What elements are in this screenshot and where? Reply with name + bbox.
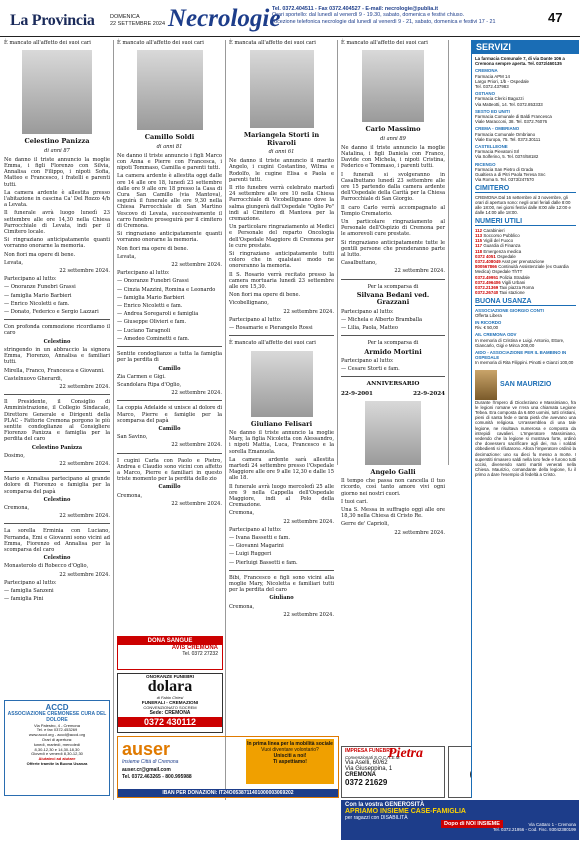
avis-ad: DONA SANGUE AVIS CREMONA Tel. 0372 27232: [117, 636, 223, 670]
issue-date: DOMENICA 22 SETTEMBRE 2024: [110, 14, 166, 27]
deceased-name: Giuliano Felisari: [250, 419, 313, 428]
deceased-name: Camillo Soldi: [144, 133, 195, 142]
contact-info: Tel. 0372.404511 - Fax 0372.404527 - E-mail: necrologie@publia.it Orari sportello: dal lunedì al venerdì 9 - 19.30, sabato, domenica e festivi chiuso. Ricezione telefonica necrologie dal lunedì al venerdì 9 - 21, sabato, domenica e festivi 17 - 21: [272, 6, 496, 25]
servizi-title: SERVIZI: [472, 40, 579, 54]
column-divider: [448, 40, 449, 465]
saint-image: [475, 370, 497, 400]
column-divider: [225, 40, 226, 800]
section-title: Necrologie: [168, 5, 281, 32]
accd-ad: ACCD ASSOCIAZIONE CREMONESE CURA DEL DOLORE Via Palestro, 4 - Cremona Tel. e fax 0372.453269 www.accd.org - accd@accd.org Orari di apertura: lunedì, martedì, mercoledì 8,30-12,30 e 14,30-18,30 Giovedì e venerdì 8,30-12,30 Aiutateci ad aiutare Offerte tramite la Buona Usanza: [4, 700, 110, 796]
deceased-name: Mariangela Storti in Rivaroli: [243, 131, 320, 147]
deceased-photo: [365, 401, 421, 465]
pietra-ad: IMPRESA FUNEBRE Pietra Convenzionati S.O.C.R.E.M. Via Aselli, 60/62 Via Giuseppina, 1 CREMONA 0372 21629: [341, 746, 445, 798]
newspaper-logo: La Provincia: [10, 12, 95, 29]
servizi-sidebar: SERVIZI La farmacia Comunale 7, di via Dante 106 a Cremona sempre aperta. Tel. 0372/460135 CREMONA Farmacia APM 14 Largo Priori, 1/b - Ospedale Tel. 0372.437983 OSTIANO Farmacia Clerici Bagozzi Via Matteotti, 14. Tel. 0372.853333 SESTO ED UNITI Farmacia Comunale di Baldi Francesca Viale Maracconi, 38. Tel. 0372.76076 CREMA - OMBRIANO Farmacia Comunale Ombriano Viale Europa, 75. Tel. 0373.30111 CASTELLEONE Farmacia Pievatoni Srl Via Solferino, 5. Tel. 0374/58182 RICENGO Farmacia San Pietro di Grada Gualtiera a di Pitri Paola Teresa Snc Via Roma 5. Tel. 0373/247570 CIMITERO CREMONA Dal 16 settembre al 3 novembre, gli orari di apertura sono: negli orari feriali dalle 8:00 alle 18:00, nei giorni festivi dalle 8:00 alle 12:00 e dalle 14:00 alle 18:00. NUMERI UTILI 112 Carabinieri 113 Soccorso Pubblico 115 Vigili del Fuoco 117 Guardia di Finanza 118 Emergenza medica 0372 4051 Ospedale 0372.408049 Asst per prenotazione 800567866 Continuità Assistenziale (ex Guardia Medica) Ospedale ThTT 0372.49951 Polizia Stradale 0372.496406 Vigili Urbani 0372.21369 Taxi piazza Roma 0372.26740 Taxi stazione BUONA USANZA ASSOCIAZIONE GIORGIO CONTI Offerta Libera IN RICORDO Riv. € 50,00 AIL CREMONA ODV In memoria di Cristina e Luigi. Antonio, Ettore, Giancarlo, Gigi e Mirca 200,00 AIDO - ASSOCIAZIONE PER IL BAMBINO IN OSPEDALE In memoria di Rita Filippini. Pinotti e Gianzi 100,00 SAN MAURIZIO Durante l'impero di Diocleziano e Massimiano, fra le legioni romane ve n'era una chiamata Legione Tebea. Era composta da 6.600 uomini, tutti cristiani, pieni di santa fede e tanta pietà che avevano una comunità religiosa. Un'assemblea di una tale legione, ne risultava numerosa e composta da intrepidi cavalieri. L'Imperatore Massimiano, vedendo che la legione si mostrava forte, ordinò che dovessero sacrificare agli dei, ma i soldati obbedienti si rifiutarono. Allora l'imperatore ordinò la decimazione: uno su dieci fu messo a morte. I superstiti rimasero saldi nella loro fede e furono tutti uccisi, divenendo santi martiri venerati nella Chiesa. Maurizio, comandante della legione, fu il primo a dare l'esempio di fedeltà a Cristo.: [471, 40, 579, 798]
deceased-photo: [250, 50, 314, 128]
obituary-column-3: È mancata all'affetto dei suoi cari Mariangela Storti in Rivaroli di anni 61 Ne danno il triste annuncio il marito Angelo, i cugini Costantino, Wilma e Rodolfo, le cugine Elisa e Paola e parenti tutti. Il rito funebre verrà celebrato martedì 24 settembre alle ore 10 nella Chiesa Parrocchiale di Vicobellignano dove la salma giungerà dall'Ospedale "Oglio Po" indi al Cimitero di Mantova per la cremazione. Un particolare ringraziamento ai Medici e Personale del reparto Oncologia dell'Ospedale Maggiore di Cremona per le cure prestate. Si ringraziano anticipatamente tutti coloro che in qualsiasi modo ne onoreranno la memoria. Il S. Rosario verrà recitato presso la camera mortuaria lunedì 23 settembre alle ore 15,30. Non fiori ma opere di bene. Vicobellignano, 22 settembre 2024. Partecipano al lutto: — Rosamarie e Pierangelo Rossi È mancato all'affetto dei suoi cari Giuliano Felisari Ne danno il triste annuncio la moglie Mary, la figlia Nicoletta con Alessandro, i nipoti Mattia, Luca, Francesco e la sorella Emanuela. La camera ardente sarà allestita martedì 24 settembre presso l'Ospedale Maggiore alle ore 9 alle 12,30 e dalle 15 alle 18. Il funerale avrà luogo mercoledì 25 alle ore 9 nella Cappella dell'Ospedale Maggiore, indi al Polo della Cremazione. Cremona, 22 settembre 2024. Partecipano al lutto: — Ivana Bassetti e fam. — Giovanni Magarini — Luigi Ruggeri — Pierluigi Bassetti e fam. Bibi, Francesco e figli sono vicini alla moglie Mary, Nicoletta e familiari tutti per la perdita del caro Giuliano Cremona, 22 settembre 2024.: [229, 40, 334, 618]
deceased-photo: [22, 50, 92, 134]
deceased-name: Carlo Massimo: [365, 125, 421, 134]
page-number: 47: [548, 10, 563, 25]
column-divider: [337, 40, 338, 465]
auser-volunteer-box: In prima linea per la mobilità sociale Vuoi diventare volontario? Unisciti a noi! Ti aspettiamo!: [246, 739, 334, 784]
deceased-name: Celestino Panizza: [24, 137, 90, 146]
socrem-ad: Con la vostra GENEROSITÀ APRIAMO INSIEME CASE-FAMIGLIA per ragazzi con DISABILITÀ Dopo di NOI INSIEME Via Cattaro 1 - Cremona Tel. 0372.21956 - Cod. Fisc. 93042380199: [341, 800, 579, 840]
obituary-column-4: È mancato all'affetto dei suoi cari Carlo Massimo di anni 89 Ne danno il triste annuncio la moglie Natalina, i figli Daniela con Franco, Davide con Michela, i nipoti Cristina, Federico e Tommaso, i parenti tutti. I funerali si svolgeranno in Casalbuttano lunedì 23 settembre alle ore 15 partendo dalla camera ardente dell'Ospedale della Carità per la Chiesa Parrocchiale di San Giorgio. Il caro Carlo verrà accompagnato al Tempio Crematorio. Un particolare ringraziamento al Personale dell'Ospizio di Cremona per le amorevoli cure prestate. Si ringraziano anticipatamente tutte le gentili persone che prenderanno parte al lutto. Casalbuttano, 22 settembre 2024. Per la scomparsa di Silvana Bedani ved. Grazzani Partecipano al lutto: — Michela e Alberto Bramballa — Lilia, Paola, Matteo Per la scomparsa di Armido Mortini Partecipano al lutto: — Cesare Storti e fam. ANNIVERSARIO 22-9-2001 22-9-2024 Angelo Galli Il tempo che passa non cancella il tuo ricordo, così tanto amore vivi ogni giorno nei nostri cuori. I tuoi cari. Una S. Messa in suffragio oggi alle ore 18,30 nella Chiesa di Cristo Re. Gerre de' Caprioli, 22 settembre 2024.: [341, 40, 445, 536]
dolara-ad: ONORANZE FUNEBRI dolara di Fabio Chiesi FUNERALI - CREMAZIONI CONVENZIONATO SOCREM Sede: CREMONA 0372 430112: [117, 673, 223, 733]
column-divider: [113, 40, 114, 800]
auser-ad: auser Insieme Città di Cremona auser.cr@gmail.com Tel. 0372.463265 - 800.995988 In prima linea per la mobilità sociale Vuoi diventare volontario? Unisciti a noi! Ti aspettiamo! IBAN PER DONAZIONI: IT24O0538711401000003069202: [117, 736, 339, 798]
obituary-column-1: È mancato all'affetto dei suoi cari Celestino Panizza di anni 87 Ne danno il triste annuncio la moglie Emma, i figli Florenzo con Silvia, Annalisa con Filippo, i nipoti Sofia, Matteo e Francesco, i fratelli e parenti tutti. La camera ardente è allestita presso l'abitazione in cascina Ca' Del Rozzo 4/b a Levata. Il funerale avrà luogo lunedì 23 settembre alle ore 14,30 nella Chiesa Parrocchiale di Levata, indi per il Cimitero locale. Si ringraziano anticipatamente quanti vorranno onorarne la memoria. Non fiori ma opere di bene. Levata, 22 settembre 2024. Partecipano al lutto: — Onoranze Funebri Grassi — famiglia Mario Barbieri — Enrico Nicoletti e fam. — Donato, Federico e Sergio Lazzari Con profonda commozione ricordiamo il caro Celestino stringendo in un abbraccio la signora Emma, Fiorenzo, Annalisa e familiari tutti. Mirella, Franco, Francesca e Giovanni. Castelnuovo Gherardi, 22 settembre 2024. Il Presidente, il Consiglio di Amministrazione, il Collegio Sindacale, Direttore Generale e Dirigenti della PLAC - Fattorie Cremona porgono le più sentite condoglianze al Consigliere Fiorenzo Panizza e famiglia per la perdita del caro Celestino Panizza Dosimo, 22 settembre 2024. Mario e Annalisa partecipano al grande dolore di Fiorenzo e famiglia per la scomparsa del papà Celestino Cremona, 22 settembre 2024. La sorella Erminia con Luciano, Fernanda, Emi e Giovanni sono vicini ad Emma, Fiorenzo ed Annalisa per la scomparsa del caro Celestino Monasterolo di Robecco d'Oglio, 22 settembre 2024. Partecipano al lutto: — famiglia Sanzeni — famiglia Pini: [4, 40, 110, 603]
page-header: [0, 0, 580, 37]
deceased-photo: [362, 50, 424, 122]
obituary-column-2: È mancato all'affetto dei suoi cari Camillo Soldi di anni 81 Ne danno il triste annuncio i figli Marco con Anna e Pierre con Francesca, i nipoti Tommaso, Camilla e parenti tutti. La camera ardente è allestita oggi dalle ore 14 alle ore 18, lunedì 23 settembre dalle ore 9 alle ore 18 presso la Casa di Cura San Camillo (via Mantova), seguirà il funerale alle ore 9,30 nella Chiesa Parrocchiale di San Martino Vescovo di Levata, successivamente il carro funebre proseguirà per il cimitero di Cremona. Si ringraziano anticipatamente quanti vorranno onorarne la memoria. Non fiori ma opere di bene. Levata, 22 settembre 2024. Partecipano al lutto: — Onoranze Funebri Grassi — Cinzia Mazzini, Romina e Leonardo — famiglia Mario Barbieri — Enrico Nicoletti e fam. — Andrea Soregaroli e famiglia — Giuseppe Olivieri e fam. — Luciano Taragnoli — Amedeo Cominetti e fam. Sentite condoglianze a tutta la famiglia per la perdita di Camillo Zia Carmen e Gigi. Scandolara Ripa d'Oglio, 22 settembre 2024. La coppia Adelaide si unisce al dolore di Marco, Pierre e famiglie per la scomparsa del papà Camillo San Savino, 22 settembre 2024. I cugini Carla con Paolo e Pietro, Andrea e Claudio sono vicini con affetto a Marco, Pierre e familiari in questo triste momento per la perdita dello zio Camillo Cremona, 22 settembre 2024.: [117, 40, 222, 507]
deceased-photo: [137, 50, 203, 130]
deceased-photo: [251, 351, 313, 417]
